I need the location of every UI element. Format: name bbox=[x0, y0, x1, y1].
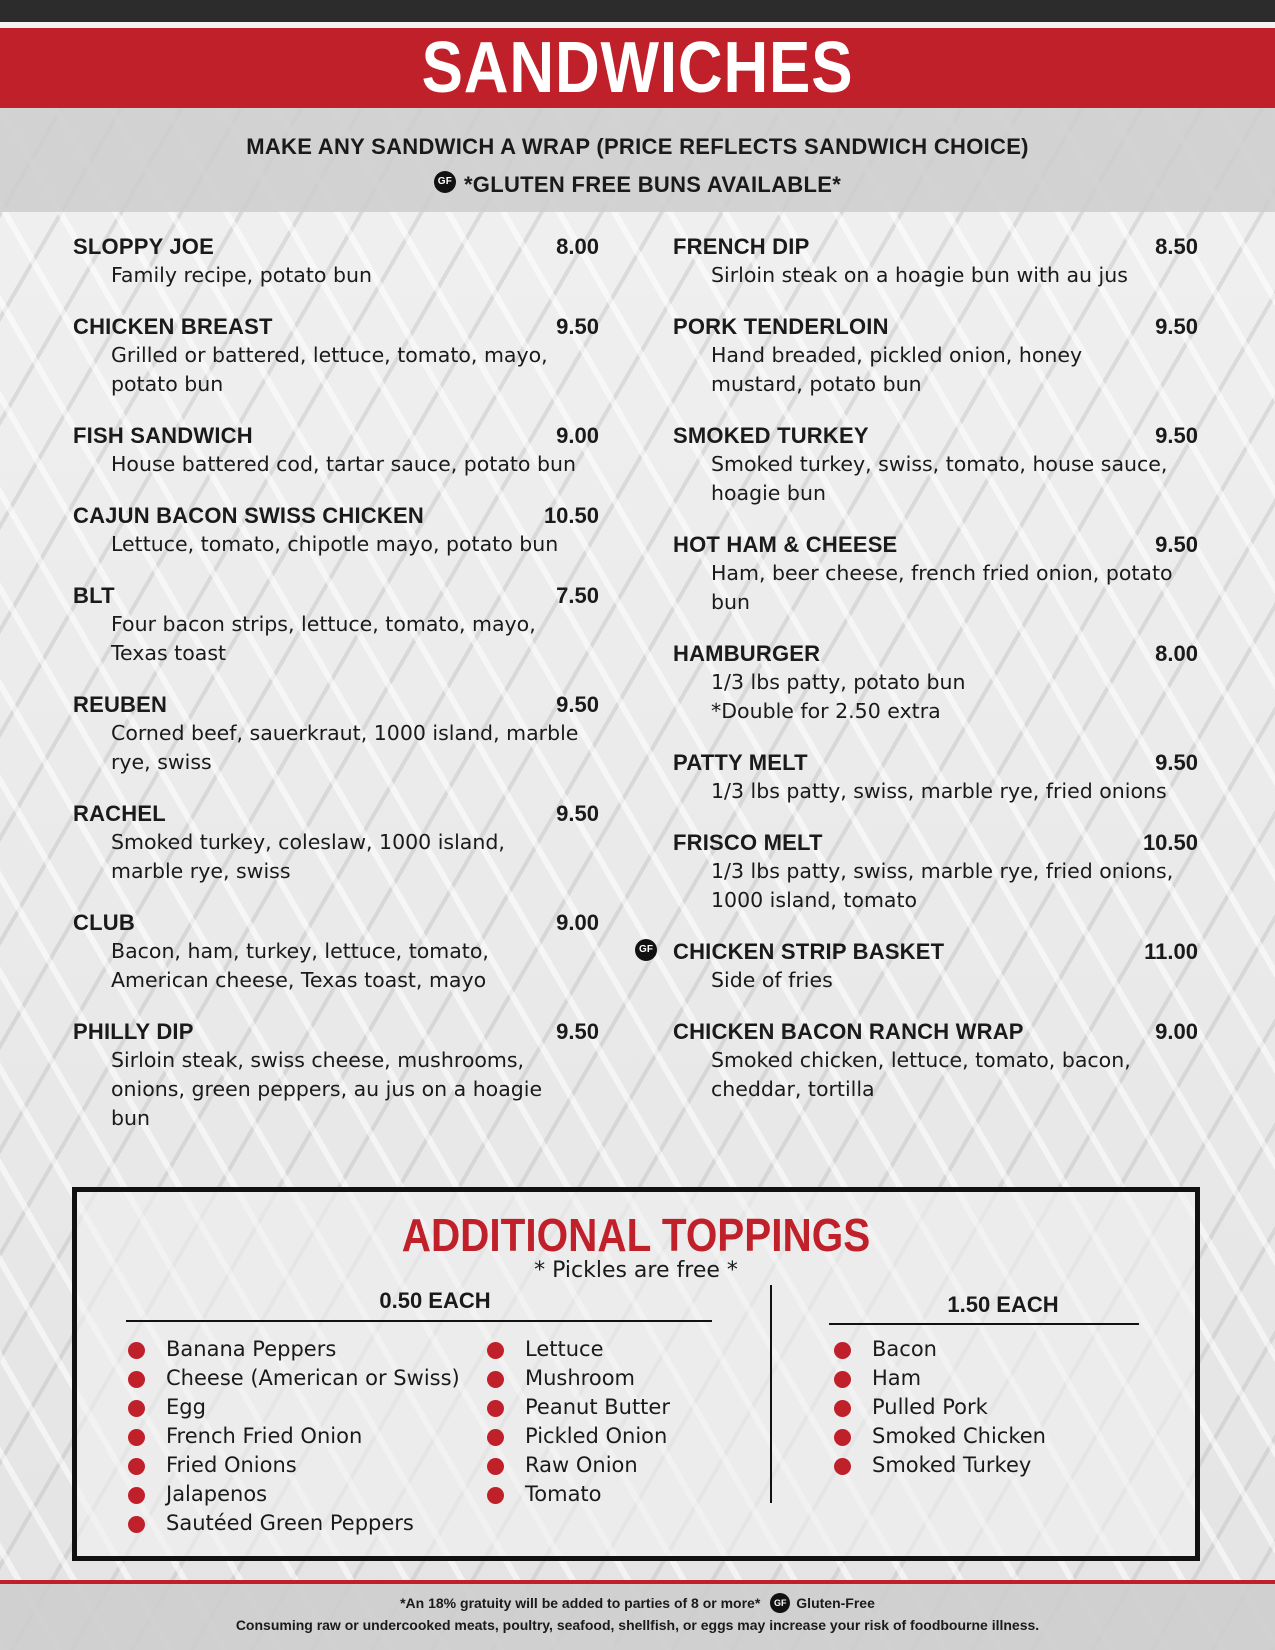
bullet-icon bbox=[487, 1342, 504, 1359]
menu-item-header bbox=[673, 1017, 1198, 1046]
toppings-title: ADDITIONAL TOPPINGS bbox=[401, 1209, 871, 1261]
menu-item-name: CHICKEN STRIP BASKET bbox=[673, 939, 945, 964]
menu-item-header bbox=[673, 748, 1198, 777]
menu-item-description: cheddar, tortilla bbox=[711, 1077, 875, 1101]
menu-item-name: CHICKEN BACON RANCH WRAP bbox=[673, 1019, 1024, 1044]
menu-item-header bbox=[73, 690, 599, 719]
menu-item-description: Corned beef, sauerkraut, 1000 island, marble bbox=[111, 721, 579, 745]
menu-item-header bbox=[673, 639, 1198, 668]
topping-item bbox=[487, 1364, 670, 1393]
topping-label: Mushroom bbox=[525, 1366, 636, 1390]
topping-label: Pickled Onion bbox=[525, 1424, 668, 1448]
top-strip bbox=[0, 0, 1275, 22]
topping-label: Ham bbox=[872, 1366, 922, 1390]
menu-item-header bbox=[673, 232, 1198, 261]
page-title: SANDWICHES bbox=[421, 28, 854, 108]
menu-item-description: Grilled or battered, lettuce, tomato, mayo, bbox=[111, 343, 548, 367]
menu-item-name: PHILLY DIP bbox=[73, 1019, 194, 1044]
menu-item-name: CAJUN BACON SWISS CHICKEN bbox=[73, 503, 424, 528]
menu-item-price: 11.00 bbox=[1144, 939, 1198, 964]
menu-item-header bbox=[73, 581, 599, 610]
menu-item-description: Sirloin steak on a hoagie bun with au jus bbox=[711, 263, 1128, 287]
menu-item-name: FRENCH DIP bbox=[673, 234, 810, 259]
topping-item bbox=[487, 1422, 670, 1451]
menu-item-description: Side of fries bbox=[711, 968, 833, 992]
menu-item bbox=[73, 581, 599, 668]
bullet-icon bbox=[487, 1429, 504, 1446]
menu-item-description: onions, green peppers, au jus on a hoagie bbox=[111, 1077, 543, 1101]
menu-item bbox=[673, 421, 1198, 508]
menu-item-header bbox=[673, 312, 1198, 341]
topping-item bbox=[487, 1480, 670, 1509]
topping-item bbox=[128, 1335, 460, 1364]
food-safety-warning: Consuming raw or undercooked meats, poultry, seafood, shellfish, or eggs may increase your risk of foodbourne illness. bbox=[235, 1617, 1040, 1634]
topping-item bbox=[834, 1335, 1046, 1364]
menu-item-description: 1/3 lbs patty, potato bun bbox=[711, 670, 966, 694]
menu-item-price: 9.50 bbox=[1155, 314, 1198, 339]
topping-item bbox=[834, 1451, 1046, 1480]
toppings-group1-label: 0.50 EACH bbox=[379, 1288, 491, 1313]
menu-item-price: 10.50 bbox=[1142, 830, 1198, 855]
gluten-free-note: *GLUTEN FREE BUNS AVAILABLE* bbox=[463, 172, 842, 197]
menu-item-header bbox=[73, 799, 599, 828]
menu-item bbox=[673, 1017, 1198, 1104]
menu-item-header bbox=[73, 501, 599, 530]
topping-label: Peanut Butter bbox=[525, 1395, 670, 1419]
menu-item-name: REUBEN bbox=[73, 692, 168, 717]
menu-item-price: 9.50 bbox=[1155, 532, 1198, 557]
bullet-icon bbox=[834, 1342, 851, 1359]
bullet-icon bbox=[834, 1458, 851, 1475]
menu-item-price: 9.00 bbox=[556, 423, 599, 448]
menu-item-name: SLOPPY JOE bbox=[73, 234, 214, 259]
toppings-note: * Pickles are free * bbox=[534, 1258, 738, 1283]
menu-item bbox=[73, 421, 599, 479]
menu-item-description: Hand breaded, pickled onion, honey bbox=[711, 343, 1083, 367]
topping-label: Tomato bbox=[525, 1482, 602, 1506]
menu-item bbox=[73, 908, 599, 995]
bullet-icon bbox=[487, 1458, 504, 1475]
menu-item-description: Smoked turkey, coleslaw, 1000 island, bbox=[111, 830, 505, 854]
menu-item-price: 9.50 bbox=[1155, 750, 1198, 775]
bullet-icon bbox=[128, 1516, 145, 1533]
menu-item-price: 8.00 bbox=[1155, 641, 1198, 666]
menu-item bbox=[673, 828, 1198, 915]
footer-line-1 bbox=[0, 1592, 1275, 1614]
menu-item-description: 1/3 lbs patty, swiss, marble rye, fried onions, bbox=[711, 859, 1174, 883]
menu-item-description: Smoked turkey, swiss, tomato, house sauce, bbox=[711, 452, 1168, 476]
menu-item-header bbox=[73, 232, 599, 261]
menu-item-description: Texas toast bbox=[111, 641, 227, 665]
menu-item-description: *Double for 2.50 extra bbox=[711, 699, 941, 723]
menu-item-header bbox=[673, 937, 1198, 966]
menu-item-description: Lettuce, tomato, chipotle mayo, potato bun bbox=[111, 532, 559, 556]
bullet-icon bbox=[487, 1400, 504, 1417]
topping-label: Egg bbox=[166, 1395, 206, 1419]
menu-item-price: 9.50 bbox=[556, 692, 599, 717]
menu-item-description: 1/3 lbs patty, swiss, marble rye, fried onions bbox=[711, 779, 1167, 803]
menu-item-description: mustard, potato bun bbox=[711, 372, 922, 396]
subtitle-bar bbox=[0, 108, 1275, 212]
bullet-icon bbox=[834, 1400, 851, 1417]
menu-item-description: House battered cod, tartar sauce, potato bun bbox=[111, 452, 576, 476]
bullet-icon bbox=[487, 1487, 504, 1504]
menu-column-right bbox=[639, 232, 1198, 1126]
menu-item bbox=[73, 799, 599, 886]
menu-item-header bbox=[73, 908, 599, 937]
topping-item bbox=[834, 1364, 1046, 1393]
menu-item-description: hoagie bun bbox=[711, 481, 826, 505]
toppings-group1-rule bbox=[126, 1320, 712, 1322]
menu-item-name: RACHEL bbox=[73, 801, 166, 826]
menu-item bbox=[73, 232, 599, 290]
menu-item-description: Smoked chicken, lettuce, tomato, bacon, bbox=[711, 1048, 1131, 1072]
menu-item-name: CHICKEN BREAST bbox=[73, 314, 273, 339]
topping-label: Smoked Chicken bbox=[872, 1424, 1046, 1448]
menu-item-price: 9.50 bbox=[556, 801, 599, 826]
menu-item bbox=[673, 530, 1198, 617]
menu-item bbox=[673, 639, 1198, 726]
footer bbox=[0, 1584, 1275, 1650]
topping-label: Smoked Turkey bbox=[872, 1453, 1032, 1477]
menu-item-name: FRISCO MELT bbox=[673, 830, 823, 855]
bullet-icon bbox=[128, 1371, 145, 1388]
toppings-divider bbox=[770, 1285, 772, 1503]
menu-item bbox=[673, 312, 1198, 399]
gluten-free-icon: GF bbox=[635, 939, 657, 961]
gratuity-note: *An 18% gratuity will be added to parties of 8 or more* bbox=[400, 1595, 761, 1611]
menu-item-price: 9.00 bbox=[1155, 1019, 1198, 1044]
topping-label: Lettuce bbox=[525, 1337, 604, 1361]
topping-label: Banana Peppers bbox=[166, 1337, 337, 1361]
topping-label: Bacon bbox=[872, 1337, 937, 1361]
topping-label: Raw Onion bbox=[525, 1453, 638, 1477]
menu-item-description: Bacon, ham, turkey, lettuce, tomato, bbox=[111, 939, 489, 963]
topping-item bbox=[128, 1480, 460, 1509]
topping-label: French Fried Onion bbox=[166, 1424, 363, 1448]
topping-item bbox=[128, 1451, 460, 1480]
topping-item bbox=[834, 1393, 1046, 1422]
toppings-group1-list-a bbox=[128, 1335, 460, 1538]
menu-item bbox=[673, 232, 1198, 290]
menu-item-header bbox=[673, 530, 1198, 559]
menu-item-name: HAMBURGER bbox=[673, 641, 821, 666]
menu-item-name: SMOKED TURKEY bbox=[673, 423, 869, 448]
menu-item-description: American cheese, Texas toast, mayo bbox=[111, 968, 487, 992]
bullet-icon bbox=[128, 1429, 145, 1446]
menu-item bbox=[639, 937, 1198, 995]
topping-item bbox=[128, 1509, 460, 1538]
menu-item-name: FISH SANDWICH bbox=[73, 423, 253, 448]
bullet-icon bbox=[487, 1371, 504, 1388]
menu-item bbox=[673, 748, 1198, 806]
menu-item-price: 9.00 bbox=[556, 910, 599, 935]
wrap-note: MAKE ANY SANDWICH A WRAP (PRICE REFLECTS SANDWICH CHOICE) bbox=[246, 134, 1029, 159]
topping-label: Jalapenos bbox=[166, 1482, 268, 1506]
bullet-icon bbox=[128, 1342, 145, 1359]
bullet-icon bbox=[834, 1371, 851, 1388]
menu-item-description: bun bbox=[711, 590, 750, 614]
menu-item-price: 9.50 bbox=[556, 1019, 599, 1044]
gluten-free-icon: GF bbox=[770, 1593, 790, 1613]
menu-item-name: CLUB bbox=[73, 910, 135, 935]
menu-item-header bbox=[73, 1017, 599, 1046]
toppings-box bbox=[72, 1187, 1200, 1561]
toppings-group2-label: 1.50 EACH bbox=[947, 1292, 1059, 1317]
topping-item bbox=[487, 1451, 670, 1480]
menu-item-price: 7.50 bbox=[556, 583, 599, 608]
gluten-free-icon: GF bbox=[434, 171, 456, 193]
topping-label: Pulled Pork bbox=[872, 1395, 988, 1419]
topping-label: Fried Onions bbox=[166, 1453, 297, 1477]
menu-item-description: Family recipe, potato bun bbox=[111, 263, 372, 287]
menu-item-price: 9.50 bbox=[1155, 423, 1198, 448]
topping-item bbox=[487, 1393, 670, 1422]
menu-item bbox=[73, 690, 599, 777]
menu-item-price: 9.50 bbox=[556, 314, 599, 339]
menu-item-header bbox=[73, 421, 599, 450]
menu-column-left bbox=[73, 232, 599, 1155]
menu-item-description: Four bacon strips, lettuce, tomato, mayo, bbox=[111, 612, 536, 636]
menu-item-price: 8.00 bbox=[556, 234, 599, 259]
topping-item bbox=[834, 1422, 1046, 1451]
gluten-free-note-line bbox=[0, 166, 1275, 204]
menu-item-price: 10.50 bbox=[543, 503, 599, 528]
menu-item-header bbox=[673, 828, 1198, 857]
menu-item-description: Sirloin steak, swiss cheese, mushrooms, bbox=[111, 1048, 525, 1072]
bullet-icon bbox=[834, 1429, 851, 1446]
gluten-free-legend: Gluten-Free bbox=[796, 1595, 875, 1611]
menu-item-description: marble rye, swiss bbox=[111, 859, 291, 883]
menu-item-description: bun bbox=[111, 1106, 150, 1130]
topping-item bbox=[487, 1335, 670, 1364]
toppings-group2-rule bbox=[829, 1323, 1139, 1325]
menu-item-description: Ham, beer cheese, french fried onion, potato bbox=[711, 561, 1173, 585]
menu-item-description: 1000 island, tomato bbox=[711, 888, 918, 912]
menu-item-description: rye, swiss bbox=[111, 750, 212, 774]
menu-item-name: HOT HAM & CHEESE bbox=[673, 532, 898, 557]
menu-item-name: BLT bbox=[73, 583, 115, 608]
toppings-group2-list bbox=[834, 1335, 1046, 1480]
menu-item-name: PORK TENDERLOIN bbox=[673, 314, 889, 339]
menu-item-header bbox=[673, 421, 1198, 450]
menu-item bbox=[73, 312, 599, 399]
topping-item bbox=[128, 1364, 460, 1393]
bullet-icon bbox=[128, 1458, 145, 1475]
menu-item bbox=[73, 501, 599, 559]
bullet-icon bbox=[128, 1487, 145, 1504]
title-banner bbox=[0, 28, 1275, 108]
menu-item-name: PATTY MELT bbox=[673, 750, 808, 775]
bullet-icon bbox=[128, 1400, 145, 1417]
menu-item-header bbox=[73, 312, 599, 341]
menu-item-price: 8.50 bbox=[1155, 234, 1198, 259]
toppings-group1-list-b bbox=[487, 1335, 670, 1509]
menu-item bbox=[73, 1017, 599, 1133]
topping-item bbox=[128, 1422, 460, 1451]
topping-label: Cheese (American or Swiss) bbox=[166, 1366, 460, 1390]
topping-label: Sautéed Green Peppers bbox=[166, 1511, 414, 1535]
topping-item bbox=[128, 1393, 460, 1422]
menu-item-description: potato bun bbox=[111, 372, 224, 396]
